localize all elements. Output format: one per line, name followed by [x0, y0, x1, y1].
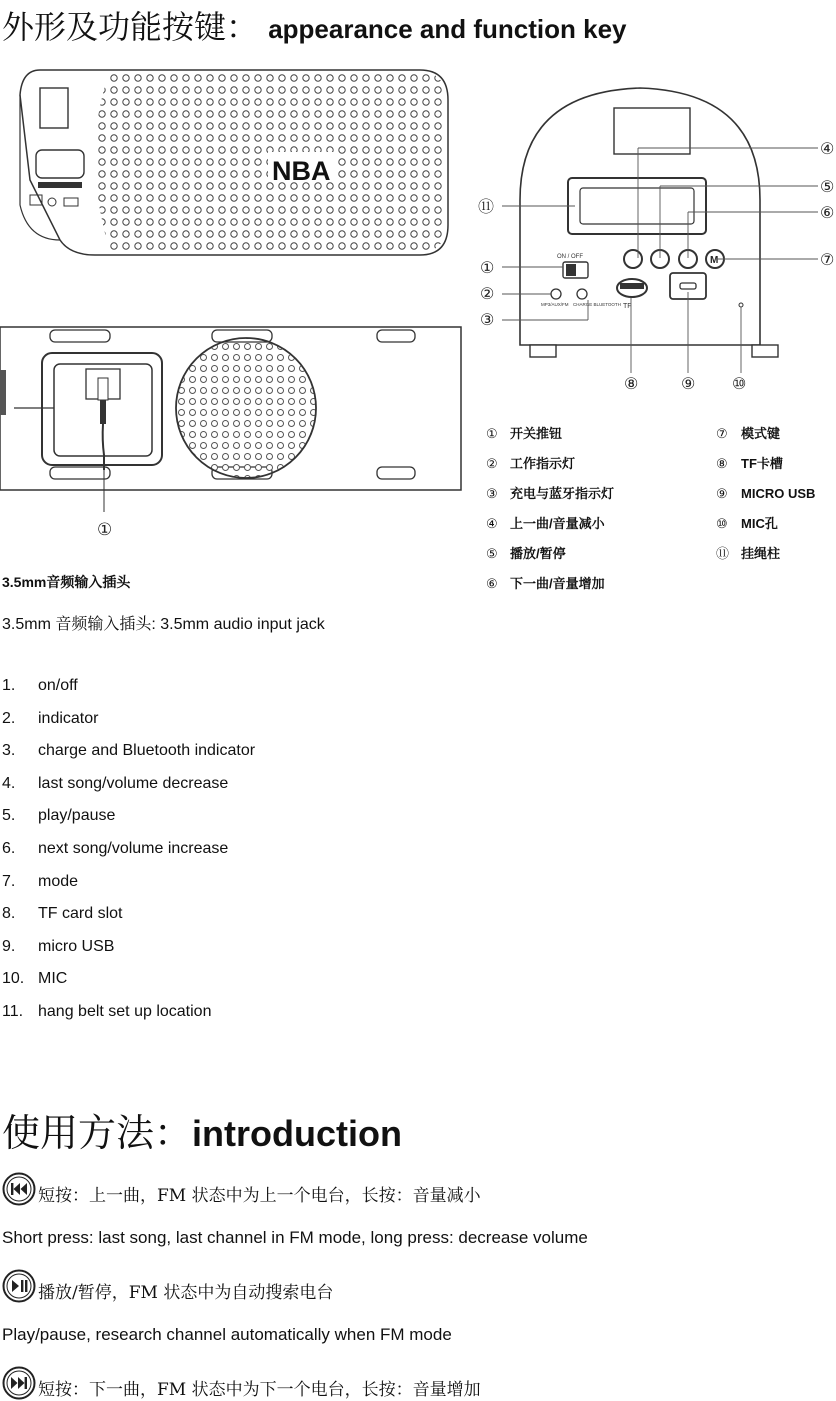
legend-num: ⑧ [716, 456, 728, 471]
list-item [2, 772, 255, 805]
speaker-top-view [0, 327, 461, 539]
speaker-side-view [478, 88, 834, 393]
callout-1: ① [480, 260, 495, 277]
list-text: hang belt set up location [38, 1002, 212, 1020]
list-item [2, 837, 255, 870]
nba-logo: NBA [272, 156, 331, 186]
list-item [2, 804, 255, 837]
next-track-icon [2, 1366, 36, 1400]
intro-text-en: Short press: last song, last channel in FM mode, long press: decrease volume [2, 1228, 588, 1247]
indicator-label-2: CHARGE BLUETOOTH [573, 302, 621, 307]
product-diagram [0, 60, 836, 600]
list-text: MIC [38, 970, 68, 988]
list-item [2, 870, 255, 903]
callout-jack: ① [97, 520, 113, 539]
indicator-label-1: MP3/AUX/FM [541, 302, 569, 307]
legend-num: ③ [486, 486, 498, 501]
list-text: on/off [38, 677, 78, 694]
list-text: last song/volume decrease [38, 774, 229, 792]
legend-right [716, 426, 815, 561]
play-pause-icon [2, 1269, 36, 1303]
title-cn: 外形及功能按键： [2, 8, 259, 46]
legend-num: ⑩ [716, 516, 728, 531]
title-en: appearance and function key [268, 14, 627, 44]
callout-7: ⑦ [820, 252, 835, 269]
callout-6: ⑥ [820, 205, 835, 222]
jack-figure-caption: 3.5mm音频输入插头 [2, 574, 131, 590]
list-number: 1. [2, 677, 16, 694]
intro-item-play-pause [2, 1269, 333, 1303]
list-number: 6. [2, 839, 16, 857]
switch-label: ON / OFF [557, 254, 583, 260]
legend-num: ④ [486, 516, 498, 531]
callout-4: ④ [820, 141, 835, 158]
list-text: indicator [38, 709, 99, 727]
intro-text-cn: 短按：下一曲，FM 状态中为下一个电台，长按：音量增加 [38, 1380, 481, 1400]
legend-num: ⑪ [716, 546, 730, 561]
speaker-perspective-view [20, 70, 448, 255]
intro-item-next [2, 1366, 481, 1400]
callout-5: ⑤ [820, 179, 835, 196]
legend-text: MICRO USB [741, 486, 816, 501]
list-number: 4. [2, 774, 16, 792]
legend-text: 模式键 [741, 426, 781, 441]
list-item [2, 674, 255, 707]
callout-11: ⑪ [478, 199, 495, 216]
legend-left [486, 426, 614, 591]
list-number: 2. [2, 709, 16, 727]
list-item [2, 739, 255, 772]
callout-3: ③ [480, 312, 495, 329]
list-text: charge and Bluetooth indicator [38, 742, 256, 760]
legend-text: MIC孔 [741, 516, 778, 531]
list-text: mode [38, 872, 79, 890]
tf-label: TF [623, 303, 632, 310]
previous-track-icon [2, 1172, 36, 1206]
legend-num: ⑦ [716, 426, 728, 441]
list-number: 9. [2, 937, 16, 955]
legend-text: 工作指示灯 [510, 456, 576, 471]
legend-text: 开关推钮 [510, 426, 563, 441]
callout-10: ⑩ [732, 376, 747, 393]
list-item [2, 967, 255, 1000]
list-text: play/pause [38, 807, 116, 825]
legend-text: 充电与蓝牙指示灯 [510, 486, 615, 501]
legend-text: 播放/暂停 [510, 546, 566, 561]
list-number: 11. [2, 1002, 24, 1020]
intro-text-cn: 短按：上一曲，FM 状态中为上一个电台，长按：音量减小 [38, 1186, 481, 1206]
callout-9: ⑨ [681, 376, 696, 393]
list-text: next song/volume increase [38, 839, 229, 857]
section-title-appearance [2, 2, 627, 48]
legend-text: 下一曲/音量增加 [510, 576, 605, 591]
mode-key-label: M [710, 255, 719, 266]
intro-text-en: Play/pause, research channel automatically when FM mode [2, 1325, 452, 1344]
list-item [2, 902, 255, 935]
callout-2: ② [480, 286, 495, 303]
list-number: 10. [2, 970, 25, 988]
intro-item-previous [2, 1172, 481, 1206]
jack-description: 3.5mm 音频输入插头: 3.5mm audio input jack [2, 616, 325, 633]
section-title-introduction [2, 1102, 402, 1157]
intro-title-cn: 使用方法： [2, 1111, 193, 1155]
list-item [2, 707, 255, 740]
legend-text: 挂绳柱 [741, 546, 781, 561]
legend-text: 上一曲/音量减小 [510, 516, 605, 531]
legend-num: ⑨ [716, 486, 728, 501]
list-text: micro USB [38, 937, 115, 955]
list-number: 8. [2, 905, 16, 923]
list-number: 7. [2, 872, 16, 890]
list-text: TF card slot [38, 905, 123, 923]
list-item [2, 1000, 255, 1033]
intro-title-en: introduction [192, 1113, 402, 1154]
legend-num: ⑥ [486, 576, 498, 591]
legend-num: ② [486, 456, 498, 471]
list-number: 3. [2, 742, 16, 760]
list-item [2, 935, 255, 968]
legend-num: ⑤ [486, 546, 498, 561]
legend-num: ① [486, 426, 498, 441]
callout-8: ⑧ [624, 376, 639, 393]
function-list [2, 674, 255, 1033]
intro-text-cn: 播放/暂停，FM 状态中为自动搜索电台 [38, 1283, 334, 1303]
list-number: 5. [2, 807, 16, 825]
legend-text: TF卡槽 [741, 456, 783, 471]
